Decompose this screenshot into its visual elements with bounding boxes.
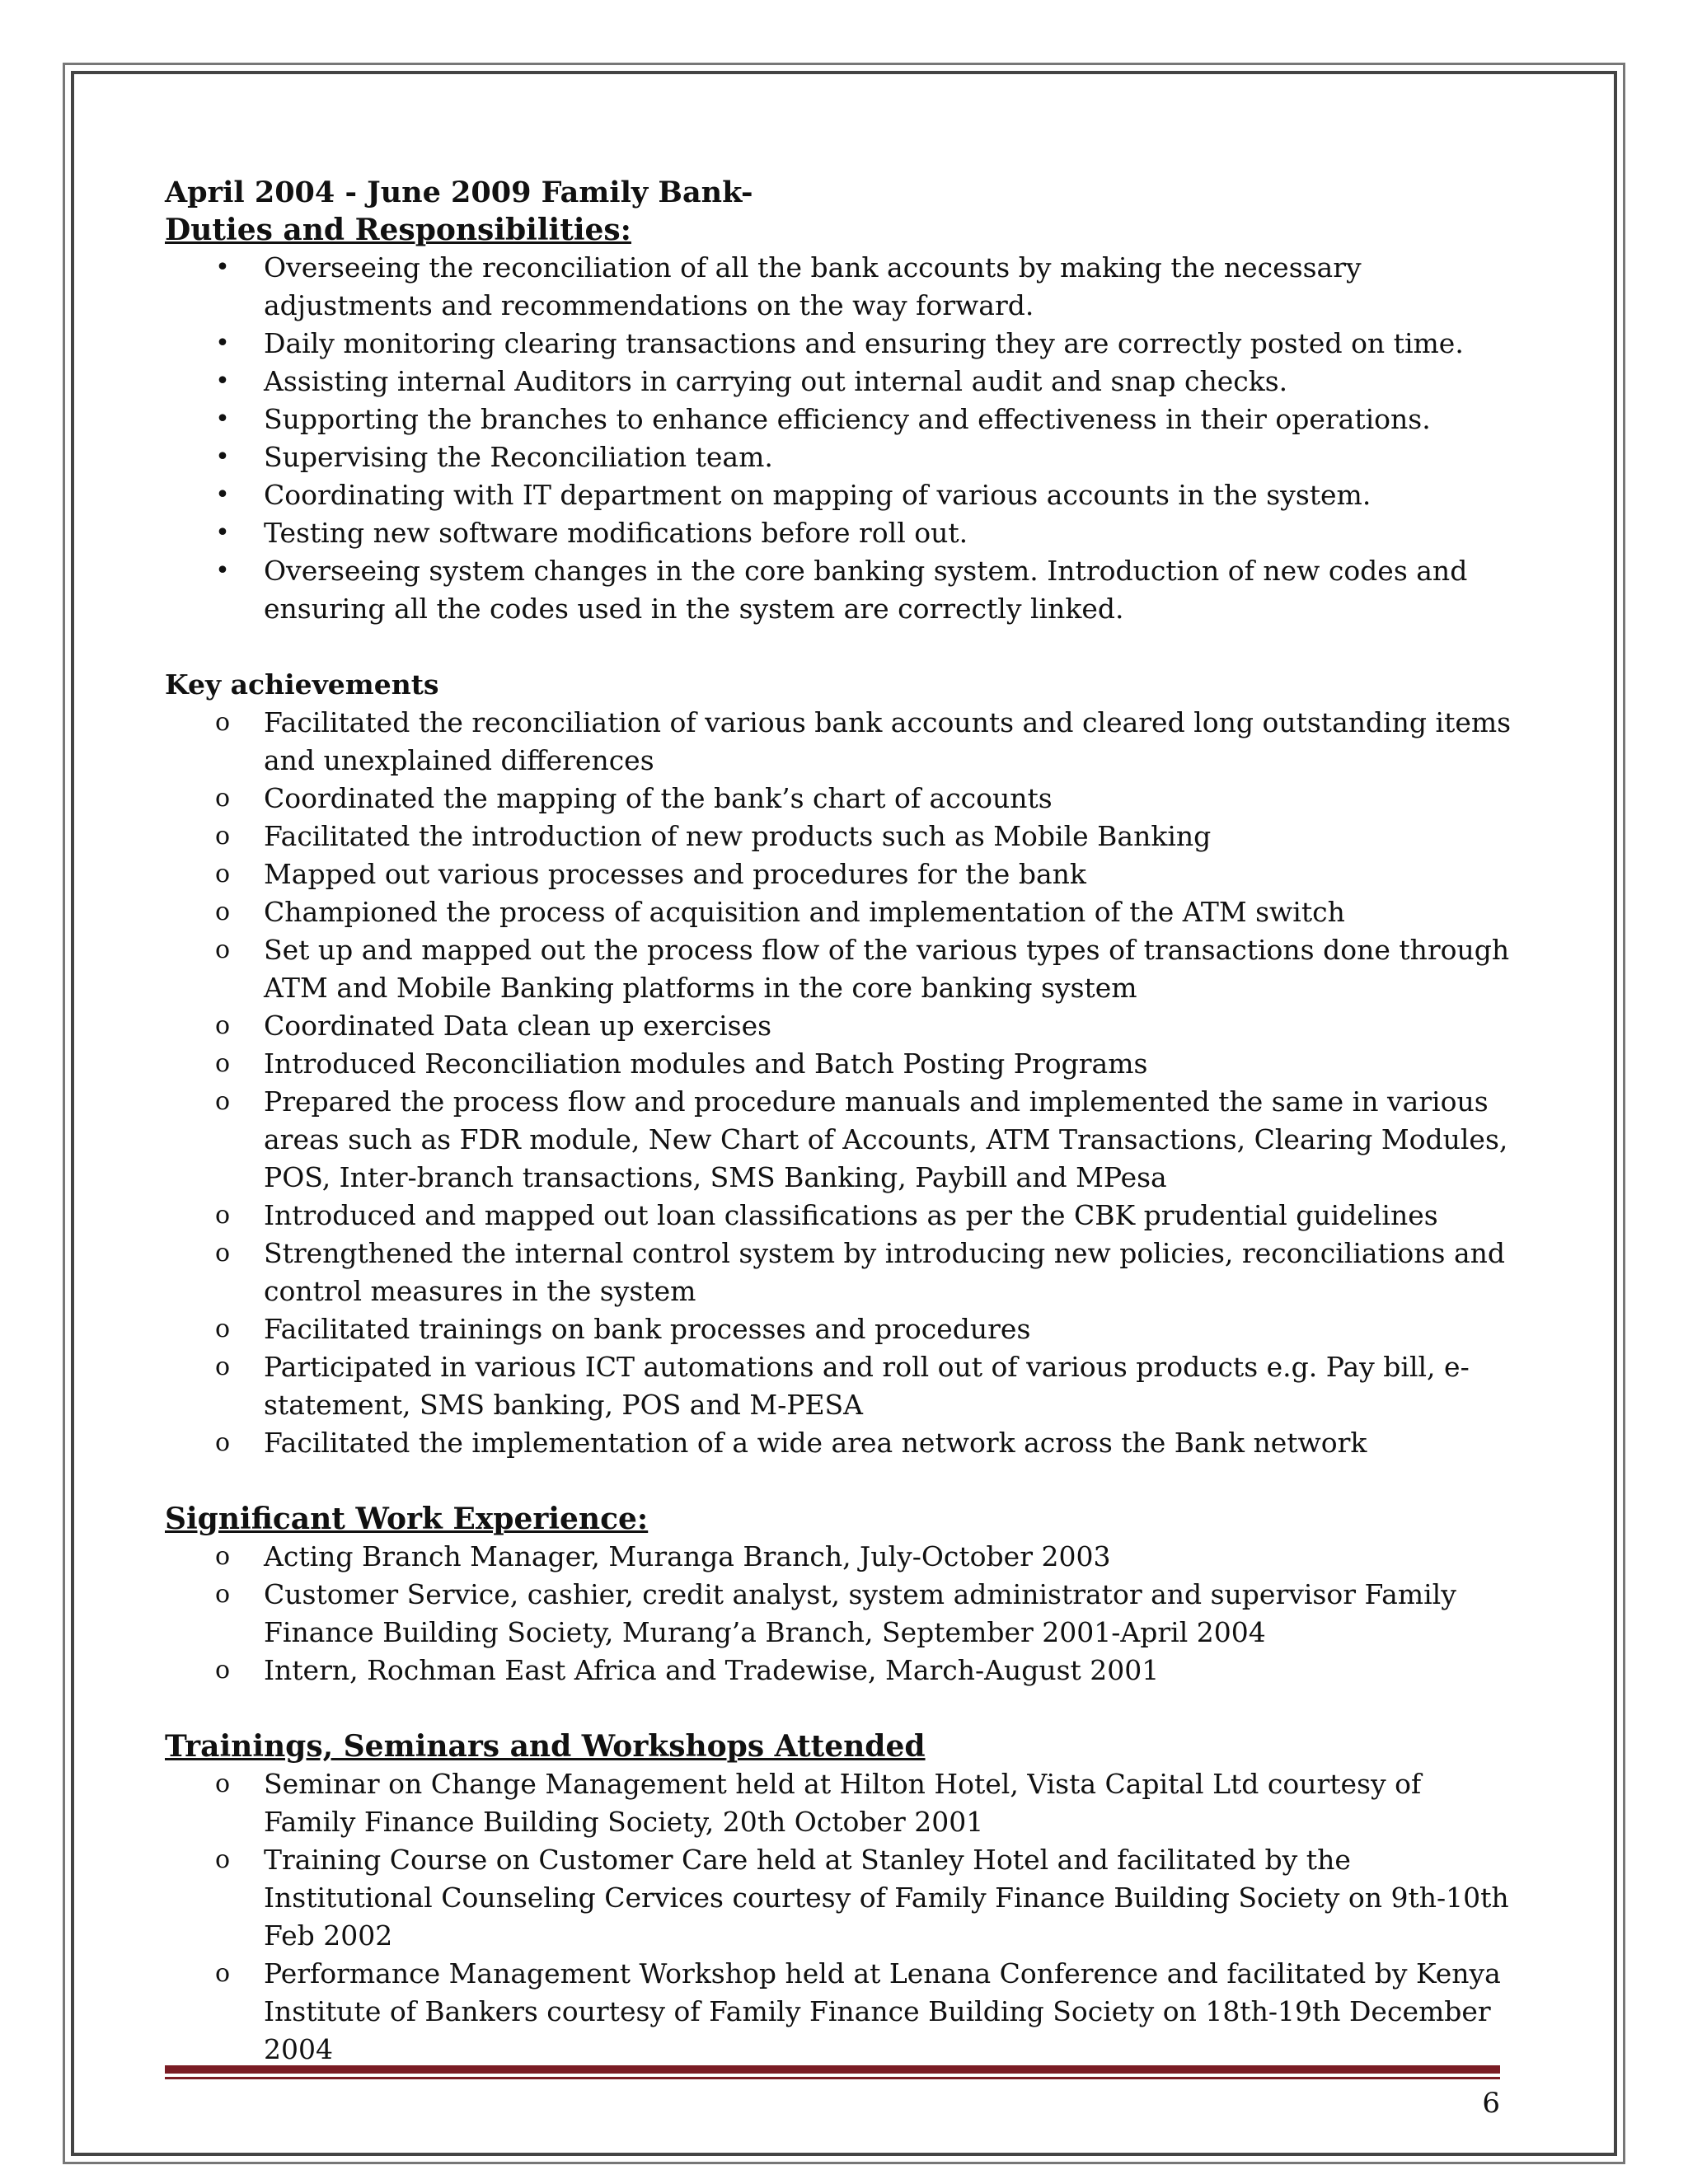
list-item	[165, 438, 1517, 476]
list-item-text: Coordinated the mapping of the bank’s chart of accounts	[264, 782, 1053, 814]
list-item-text: Coordinating with IT department on mapping of various accounts in the system.	[264, 479, 1372, 511]
achievements-heading: Key achievements	[165, 668, 439, 701]
list-item-text: Intern, Rochman East Africa and Tradewise, March-August 2001	[264, 1654, 1160, 1686]
spacer	[165, 1690, 1517, 1727]
list-item-text: Championed the process of acquisition and implementation of the ATM switch	[264, 896, 1345, 928]
list-item	[165, 893, 1517, 931]
list-item-text: Set up and mapped out the process flow of the various types of transactions done through ATM and Mobile Banking platforms in the core banking system	[264, 934, 1510, 1004]
circle-bullet-icon: o	[214, 1315, 231, 1343]
list-item	[165, 325, 1517, 363]
bullet-icon: •	[215, 480, 230, 509]
list-item	[165, 704, 1517, 780]
list-item	[165, 1424, 1517, 1462]
list-item-text: Introduced and mapped out loan classifications as per the CBK prudential guidelines	[264, 1199, 1438, 1231]
list-item-text: Overseeing the reconciliation of all the bank accounts by making the necessary adjustments and recommendations on the way forward.	[264, 251, 1362, 321]
list-item-text: Acting Branch Manager, Muranga Branch, July-October 2003	[264, 1540, 1111, 1572]
circle-bullet-icon: o	[214, 1352, 231, 1381]
list-item	[165, 1955, 1517, 2069]
circle-bullet-icon: o	[214, 1239, 231, 1268]
bullet-icon: •	[215, 556, 230, 585]
circle-bullet-icon: o	[214, 1201, 231, 1230]
list-item	[165, 1083, 1517, 1197]
footer-rule-thin	[165, 2077, 1500, 2079]
achievements-list	[165, 704, 1517, 1462]
circle-bullet-icon: o	[214, 935, 231, 964]
bullet-icon: •	[215, 367, 230, 396]
list-item-text: Overseeing system changes in the core banking system. Introduction of new codes and ensuring all the codes used in the system are correctly linked.	[264, 555, 1468, 625]
circle-bullet-icon: o	[214, 1428, 231, 1457]
trainings-list	[165, 1765, 1517, 2069]
list-item-text: Daily monitoring clearing transactions and ensuring they are correctly posted on time.	[264, 327, 1464, 359]
list-item	[165, 249, 1517, 325]
duties-heading: Duties and Responsibilities:	[165, 213, 631, 247]
page-number: 6	[1482, 2087, 1500, 2120]
spacer	[165, 1462, 1517, 1500]
list-item	[165, 1045, 1517, 1083]
circle-bullet-icon: o	[214, 1769, 231, 1798]
list-item	[165, 476, 1517, 514]
list-item	[165, 931, 1517, 1007]
circle-bullet-icon: o	[214, 1542, 231, 1571]
list-item-text: Prepared the process flow and procedure manuals and implemented the same in various areas such as FDR module, New Chart of Accounts, ATM Transactions, Clearing Modules, POS, Inter-branch transactions, SMS Banking, Paybill and MPesa	[264, 1085, 1508, 1193]
bullet-icon: •	[215, 405, 230, 434]
job-title: April 2004 - June 2009 Family Bank-	[165, 176, 753, 209]
list-item-text: Customer Service, cashier, credit analyst, system administrator and supervisor Family Finance Building Society, Murang’a Branch, September 2001-April 2004	[264, 1578, 1456, 1648]
list-item	[165, 1538, 1517, 1576]
list-item-text: Assisting internal Auditors in carrying out internal audit and snap checks.	[264, 365, 1288, 397]
list-item	[165, 401, 1517, 438]
list-item-text: Performance Management Workshop held at Lenana Conference and facilitated by Kenya Institute of Bankers courtesy of Family Finance Building Society on 18th-19th December 2004	[264, 1957, 1501, 2065]
bullet-icon: •	[215, 443, 230, 471]
list-item	[165, 1576, 1517, 1652]
circle-bullet-icon: o	[214, 784, 231, 813]
list-item-text: Seminar on Change Management held at Hilton Hotel, Vista Capital Ltd courtesy of Family Finance Building Society, 20th October 2001	[264, 1768, 1422, 1838]
spacer	[165, 628, 1517, 666]
list-item-text: Training Course on Customer Care held at Stanley Hotel and facilitated by the Institutional Counseling Cervices courtesy of Family Finance Building Society on 9th-10th Feb 2002	[264, 1844, 1509, 1952]
circle-bullet-icon: o	[214, 708, 231, 737]
bullet-icon: •	[215, 329, 230, 358]
list-item-text: Facilitated trainings on bank processes and procedures	[264, 1313, 1031, 1345]
list-item	[165, 1652, 1517, 1690]
experience-heading: Significant Work Experience:	[165, 1502, 649, 1536]
list-item	[165, 818, 1517, 855]
list-item-text: Participated in various ICT automations and roll out of various products e.g. Pay bill, e-statement, SMS banking, POS and M-PESA	[264, 1351, 1470, 1421]
list-item	[165, 1348, 1517, 1424]
list-item	[165, 855, 1517, 893]
circle-bullet-icon: o	[214, 1656, 231, 1685]
circle-bullet-icon: o	[214, 1049, 231, 1078]
list-item	[165, 1310, 1517, 1348]
list-item	[165, 1007, 1517, 1045]
list-item-text: Facilitated the reconciliation of various bank accounts and cleared long outstanding items and unexplained differences	[264, 706, 1512, 776]
document-body	[165, 175, 1517, 2069]
list-item-text: Supervising the Reconciliation team.	[264, 441, 773, 473]
circle-bullet-icon: o	[214, 898, 231, 926]
circle-bullet-icon: o	[214, 1011, 231, 1040]
bullet-icon: •	[215, 253, 230, 282]
list-item-text: Strengthened the internal control system by introducing new policies, reconciliations and control measures in the system	[264, 1237, 1505, 1307]
list-item	[165, 1235, 1517, 1310]
list-item	[165, 780, 1517, 818]
list-item-text: Testing new software modifications before roll out.	[264, 517, 968, 549]
list-item-text: Supporting the branches to enhance efficiency and effectiveness in their operations.	[264, 403, 1431, 435]
list-item-text: Facilitated the implementation of a wide area network across the Bank network	[264, 1427, 1367, 1459]
circle-bullet-icon: o	[214, 1580, 231, 1609]
circle-bullet-icon: o	[214, 1959, 231, 1988]
duties-list	[165, 249, 1517, 628]
bullet-icon: •	[215, 518, 230, 547]
list-item	[165, 514, 1517, 552]
experience-list	[165, 1538, 1517, 1690]
list-item-text: Coordinated Data clean up exercises	[264, 1010, 772, 1042]
list-item	[165, 1765, 1517, 1841]
circle-bullet-icon: o	[214, 1845, 231, 1874]
circle-bullet-icon: o	[214, 860, 231, 888]
list-item	[165, 552, 1517, 628]
list-item-text: Introduced Reconciliation modules and Batch Posting Programs	[264, 1047, 1148, 1080]
circle-bullet-icon: o	[214, 1087, 231, 1116]
list-item-text: Facilitated the introduction of new products such as Mobile Banking	[264, 820, 1212, 852]
trainings-heading: Trainings, Seminars and Workshops Attended	[165, 1729, 926, 1764]
list-item	[165, 363, 1517, 401]
list-item-text: Mapped out various processes and procedures for the bank	[264, 858, 1086, 890]
list-item	[165, 1841, 1517, 1955]
list-item	[165, 1197, 1517, 1235]
footer-rule	[165, 2065, 1500, 2074]
circle-bullet-icon: o	[214, 822, 231, 851]
